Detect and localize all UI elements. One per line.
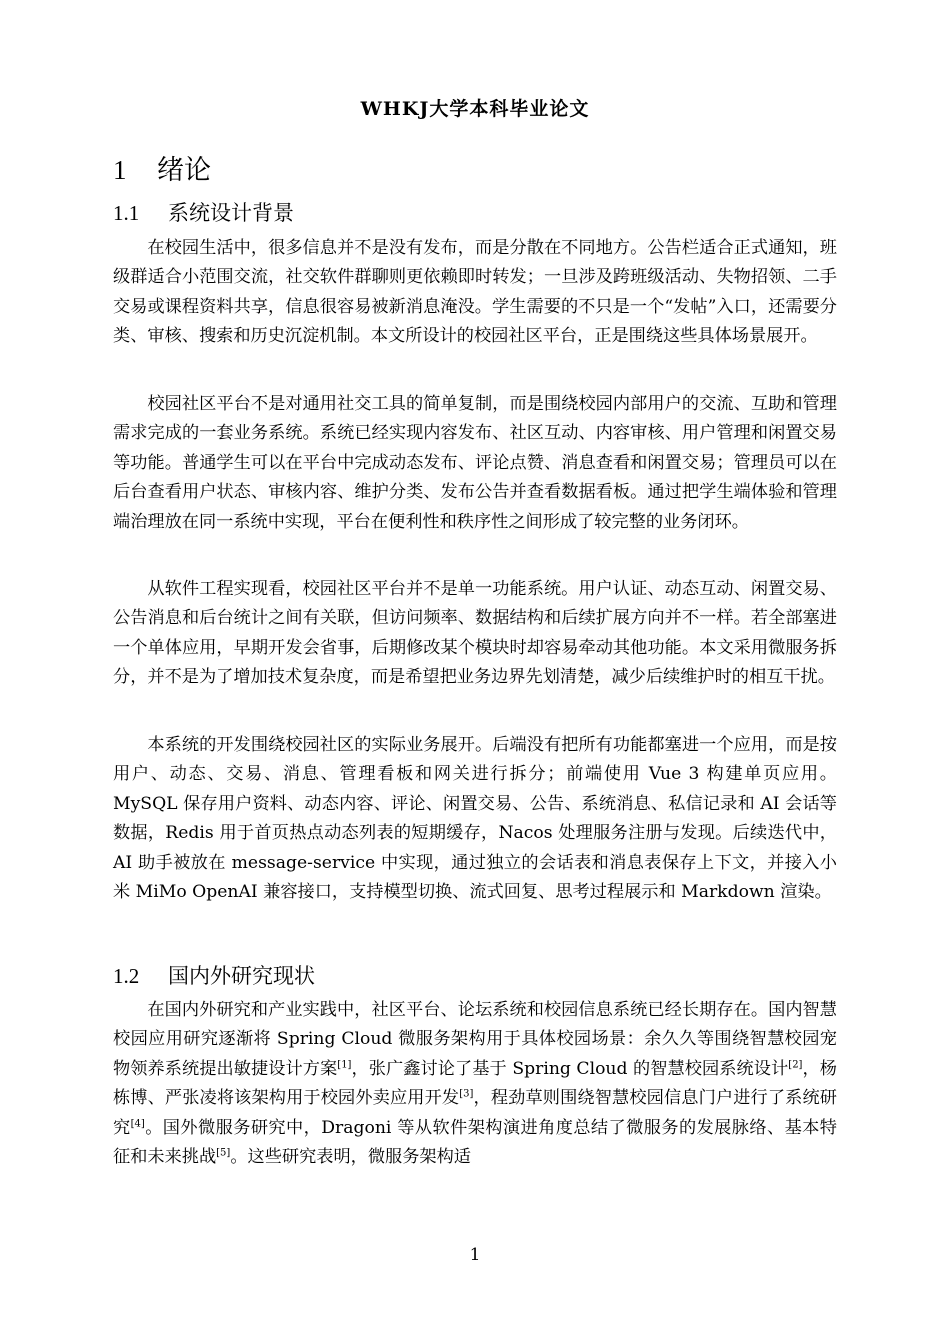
paragraph-background-1: 在校园生活中，很多信息并不是没有发布，而是分散在不同地方。公告栏适合正式通知，班级群适合小范围交流，社交软件群聊则更依赖即时转发；一旦涉及跨班级活动、失物招领、二手交易或课程资料共享，信息很容易被新消息淹没。学生需要的不只是一个“发帖”入口，还需要分类、审核、搜索和历史沉淀机制。本文所设计的校园社区平台，正是围绕这些具体场景展开。 (113, 238, 837, 347)
chapter-heading (113, 148, 211, 187)
citation: [2] (788, 1059, 803, 1071)
citation: [4] (130, 1117, 145, 1129)
citation: [5] (216, 1147, 231, 1159)
text-run: 。这些研究表明，微服务架构适 (230, 1147, 471, 1168)
section-number: 1.2 (113, 964, 140, 988)
page-header: WHKJ大学本科毕业论文 (360, 98, 590, 120)
text-run: ，杨栋博、严张凌将该架构用于校园外卖应用开发 (113, 1058, 837, 1109)
paragraph-research-status (113, 996, 837, 1172)
paragraph-background-3: 从软件工程实现看，校园社区平台并不是单一功能系统。用户认证、动态互动、闲置交易、公告消息和后台统计之间有关联，但访问频率、数据结构和后续扩展方向并不一样。若全部塞进一个单体应用，早期开发会省事，后期修改某个模块时却容易牵动其他功能。本文采用微服务拆分，并不是为了增加技术复杂度，而是希望把业务边界先划清楚，减少后续维护时的相互干扰。 (113, 579, 837, 688)
paragraph-background-4: 本系统的开发围绕校园社区的实际业务展开。后端没有把所有功能都塞进一个应用，而是按用户、动态、交易、消息、管理看板和网关进行拆分；前端使用 Vue 3 构建单页应用。MySQL 保存用户资料、动态内容、评论、闲置交易、公告、系统消息、私信记录和 AI 会话等数据，Redis 用于首页热点动态列表的短期缓存，Nacos 处理服务注册与发现。后续迭代中，AI 助手被放在 message-service 中实现，通过独立的会话表和消息表保存上下文，并接入小米 MiMo OpenAI 兼容接口，支持模型切换、流式回复、思考过程展示和 Markdown 渲染。 (113, 735, 837, 903)
chapter-number: 1 (113, 155, 127, 185)
citation: [1] (337, 1059, 352, 1071)
section-title: 系统设计背景 (168, 201, 294, 225)
text-run: 在国内外研究和产业实践中，社区平台、论坛系统和校园信息系统已经长期存在。国内智慧校园应用研究逐渐将 Spring Cloud 微服务架构用于具体校园场景：余久久等围绕智慧校园宠物领养系统提出敏捷设计方案 (113, 1000, 837, 1079)
text-run: ，张广鑫讨论了基于 Spring Cloud 的智慧校园系统设计 (351, 1058, 789, 1079)
page-number: 1 (469, 1245, 481, 1265)
text-run: ，程劲草则围绕智慧校园信息门户进行了系统研究 (113, 1088, 837, 1138)
paragraph-background-2: 校园社区平台不是对通用社交工具的简单复制，而是围绕校园内部用户的交流、互助和管理需求完成的一套业务系统。系统已经实现内容发布、社区互动、内容审核、用户管理和闲置交易等功能。普通学生可以在平台中完成动态发布、评论点赞、消息查看和闲置交易；管理员可以在后台查看用户状态、审核内容、维护分类、发布公告并查看数据看板。通过把学生端体验和管理端治理放在同一系统中实现，平台在便利性和秩序性之间形成了较完整的业务闭环。 (113, 394, 837, 532)
section-heading-1-1 (113, 197, 294, 227)
section-title: 国内外研究现状 (168, 964, 315, 988)
citation: [3] (459, 1088, 474, 1100)
chapter-title: 绪论 (157, 155, 211, 186)
section-number: 1.1 (113, 201, 140, 225)
section-heading-1-2 (113, 960, 315, 990)
text-run: 。国外微服务研究中，Dragoni 等从软件架构演进角度总结了微服务的发展脉络、基本特征和未来挑战 (113, 1117, 837, 1168)
